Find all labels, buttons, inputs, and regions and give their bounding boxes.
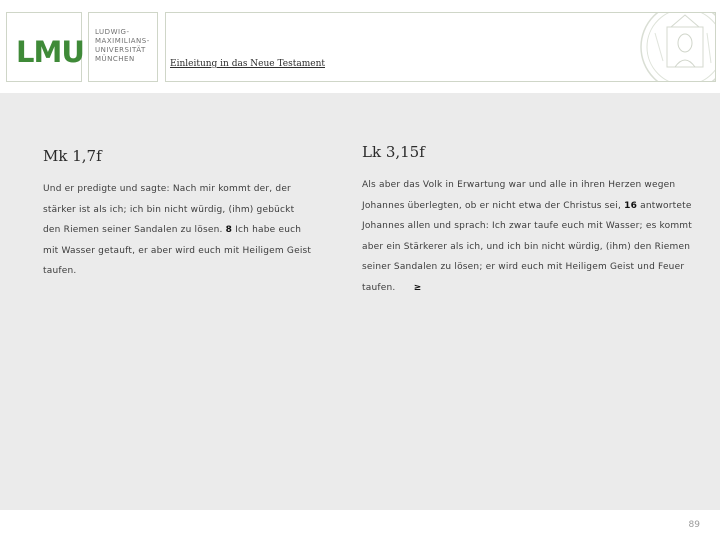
right-passage xyxy=(362,175,692,298)
university-line: UNIVERSITÄT xyxy=(95,46,146,54)
lmu-logo: LMU xyxy=(16,35,84,69)
right-text-part: antwortete Johannes allen und sprach: Ich zwar taufe euch mit Wasser; es kommt aber ein Stärkerer als ich, und ich bin nicht würdig, (ihm) den Riemen seiner Sandalen zu lösen; er wird euch mit Heiligem Geist und Feuer taufen. xyxy=(362,200,692,293)
right-reference: Lk 3,15f xyxy=(362,143,425,161)
page-number: 89 xyxy=(688,520,700,530)
continuation-marker[interactable]: ≥ xyxy=(413,282,422,293)
left-text-part: Und er predigte und sagte: Nach mir kommt der, der stärker ist als ich; ich bin nicht würdig, (ihm) gebückt den Riemen seiner Sandalen zu lösen. xyxy=(43,184,295,235)
university-name-box xyxy=(88,12,158,82)
university-line: MAXIMILIANS- xyxy=(95,37,150,45)
slide-footer xyxy=(0,510,720,540)
left-reference: Mk 1,7f xyxy=(43,147,102,165)
right-column xyxy=(362,143,692,298)
verse-number: 16 xyxy=(624,200,638,211)
university-line: MÜNCHEN xyxy=(95,55,135,63)
left-passage xyxy=(43,179,313,282)
course-title: Einleitung in das Neue Testament xyxy=(170,59,325,69)
university-line: LUDWIG- xyxy=(95,28,130,36)
slide-header xyxy=(0,0,720,93)
left-text-part: Ich habe euch mit Wasser getauft, er aber wird euch mit Heiligem Geist taufen. xyxy=(43,225,312,276)
verse-number: 8 xyxy=(225,225,233,235)
right-text-part: Als aber das Volk in Erwartung war und alle in ihren Herzen wegen Johannes überlegten, ob er nicht etwa der Christus sei, xyxy=(362,180,676,211)
university-seal-icon xyxy=(615,13,715,81)
left-column xyxy=(43,147,313,282)
university-name xyxy=(95,28,150,64)
logo-box xyxy=(6,12,82,82)
title-box xyxy=(165,12,716,82)
